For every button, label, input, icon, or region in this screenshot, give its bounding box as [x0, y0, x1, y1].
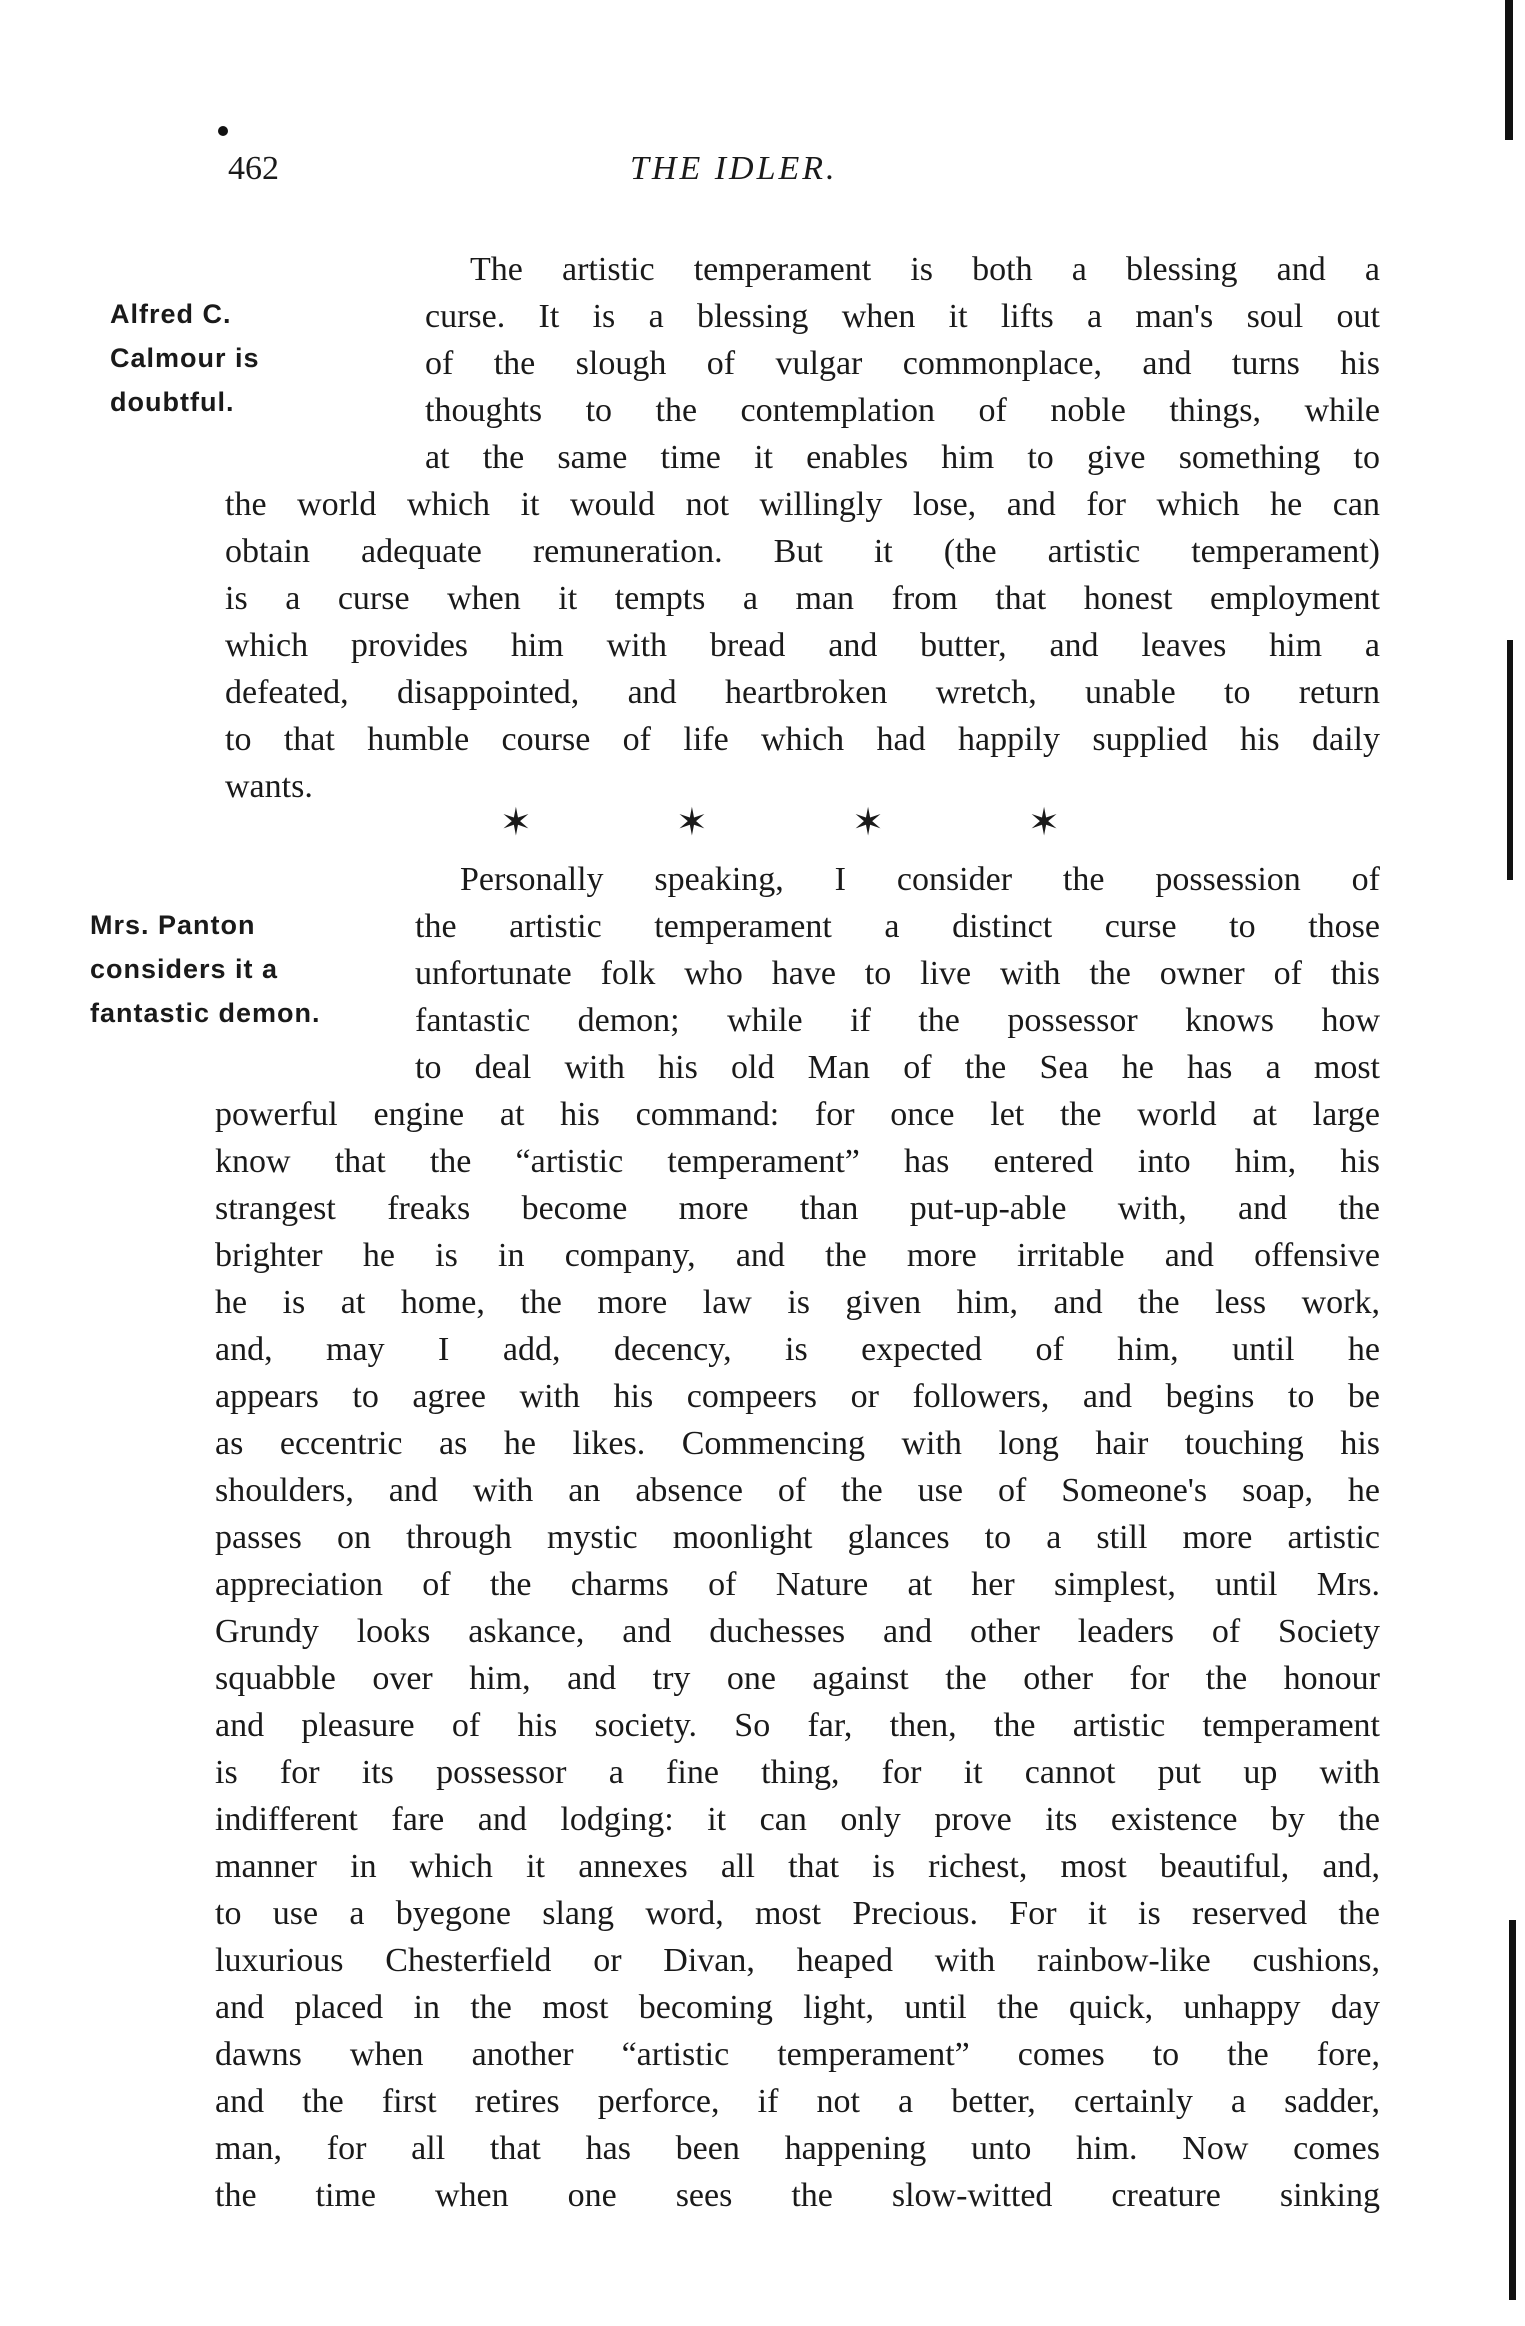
text-line: and placed in the most becoming light, until the quick, unhappy day: [215, 1989, 1380, 2026]
text-line: to that humble course of life which had happily supplied his daily: [225, 721, 1380, 758]
page-header: [0, 150, 1525, 210]
side-note-line: Mrs. Panton: [90, 910, 256, 940]
star-ornament: ✶: [500, 802, 532, 844]
text-line: appears to agree with his compeers or followers, and begins to be: [215, 1378, 1380, 1415]
side-note-line: Calmour is: [110, 343, 260, 373]
text-line: which provides him with bread and butter, and leaves him a: [225, 627, 1380, 664]
text-line: man, for all that has been happening unto him. Now comes: [215, 2130, 1380, 2167]
text-line: curse. It is a blessing when it lifts a man's soul out: [425, 298, 1380, 335]
text-line: manner in which it annexes all that is richest, most beautiful, and,: [215, 1848, 1380, 1885]
text-line: fantastic demon; while if the possessor knows how: [415, 1002, 1380, 1039]
star-ornament: ✶: [676, 802, 708, 844]
text-line: dawns when another “artistic temperament” comes to the fore,: [215, 2036, 1380, 2073]
text-line: unfortunate folk who have to live with the owner of this: [415, 955, 1380, 992]
side-note-line: doubtful.: [110, 387, 235, 417]
text-line: brighter he is in company, and the more irritable and offensive: [215, 1237, 1380, 1274]
text-line: and the first retires perforce, if not a better, certainly a sadder,: [215, 2083, 1380, 2120]
text-line: obtain adequate remuneration. But it (the artistic temperament): [225, 533, 1380, 570]
scan-speck: [218, 126, 228, 136]
text-line: know that the “artistic temperament” has entered into him, his: [215, 1143, 1380, 1180]
text-line: thoughts to the contemplation of noble things, while: [425, 392, 1380, 429]
scan-edge-mark: [1505, 0, 1513, 140]
text-line: as eccentric as he likes. Commencing with long hair touching his: [215, 1425, 1380, 1462]
text-line: the world which it would not willingly lose, and for which he can: [225, 486, 1380, 523]
text-line: The artistic temperament is both a blessing and a: [470, 251, 1380, 288]
text-line: wants.: [225, 768, 313, 805]
text-line: to use a byegone slang word, most Precious. For it is reserved the: [215, 1895, 1380, 1932]
text-line: the artistic temperament a distinct curse to those: [415, 908, 1380, 945]
text-line: the time when one sees the slow-witted creature sinking: [215, 2177, 1380, 2214]
text-line: strangest freaks become more than put-up-able with, and the: [215, 1190, 1380, 1227]
text-line: appreciation of the charms of Nature at her simplest, until Mrs.: [215, 1566, 1380, 1603]
text-line: Personally speaking, I consider the possession of: [460, 861, 1380, 898]
page-number: 462: [228, 150, 279, 187]
paragraph-1: [0, 246, 1525, 810]
text-line: luxurious Chesterfield or Divan, heaped with rainbow-like cushions,: [215, 1942, 1380, 1979]
paragraph-2: [0, 856, 1525, 2219]
text-line: powerful engine at his command: for once let the world at large: [215, 1096, 1380, 1133]
star-ornament: ✶: [1028, 802, 1060, 844]
text-line: shoulders, and with an absence of the use of Someone's soap, he: [215, 1472, 1380, 1509]
text-line: at the same time it enables him to give something to: [425, 439, 1380, 476]
side-note-line: Alfred C.: [110, 299, 232, 329]
text-line: defeated, disappointed, and heartbroken wretch, unable to return: [225, 674, 1380, 711]
text-line: to deal with his old Man of the Sea he has a most: [415, 1049, 1380, 1086]
section-divider: [500, 800, 1060, 845]
text-line: and, may I add, decency, is expected of him, until he: [215, 1331, 1380, 1368]
text-line: indifferent fare and lodging: it can only prove its existence by the: [215, 1801, 1380, 1838]
text-line: squabble over him, and try one against the other for the honour: [215, 1660, 1380, 1697]
text-line: and pleasure of his society. So far, then, the artistic temperament: [215, 1707, 1380, 1744]
text-line: is for its possessor a fine thing, for it cannot put up with: [215, 1754, 1380, 1791]
text-line: of the slough of vulgar commonplace, and turns his: [425, 345, 1380, 382]
text-line: he is at home, the more law is given him, and the less work,: [215, 1284, 1380, 1321]
running-title: THE IDLER.: [630, 150, 838, 187]
star-ornament: ✶: [852, 802, 884, 844]
side-note-line: fantastic demon.: [90, 998, 321, 1028]
text-line: Grundy looks askance, and duchesses and other leaders of Society: [215, 1613, 1380, 1650]
text-line: passes on through mystic moonlight glances to a still more artistic: [215, 1519, 1380, 1556]
text-line: is a curse when it tempts a man from that honest employment: [225, 580, 1380, 617]
side-note-line: considers it a: [90, 954, 279, 984]
